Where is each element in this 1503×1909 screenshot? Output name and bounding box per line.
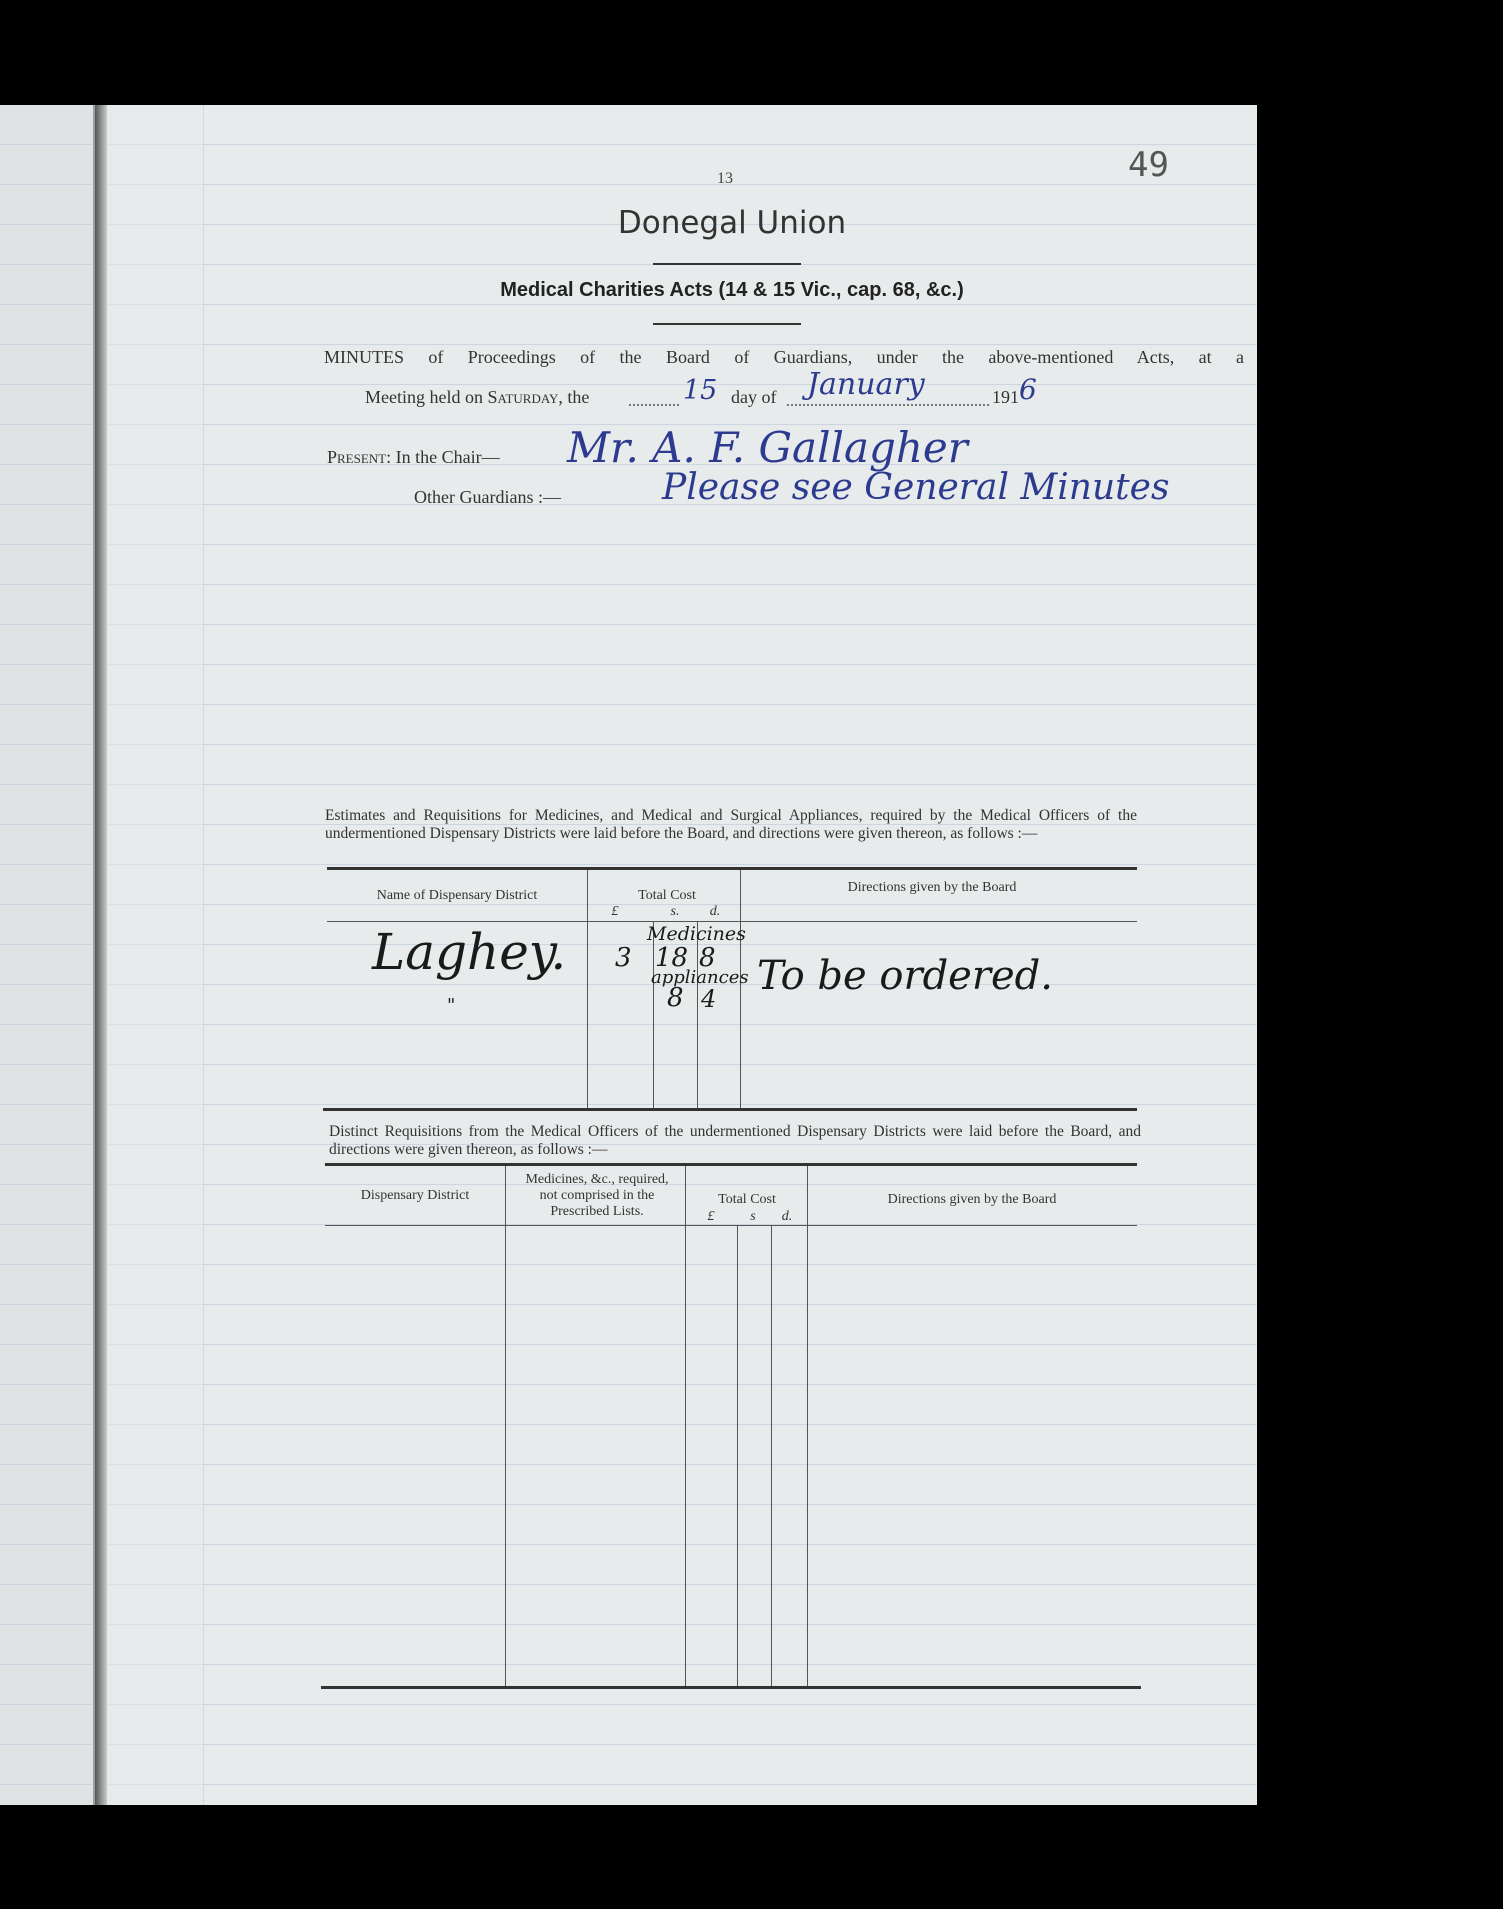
estimates-header-rule	[327, 921, 1137, 922]
appliances-pence: 4	[701, 985, 717, 1013]
column-divider	[587, 870, 588, 1108]
distinct-header-rule	[325, 1225, 1137, 1226]
header-shillings: s	[750, 1209, 756, 1224]
column-divider	[740, 870, 741, 1108]
distinct-bottom-rule	[321, 1686, 1141, 1689]
other-guardians-handwritten: Please see General Minutes	[662, 467, 1170, 508]
meeting-year-handwritten: 6	[1019, 373, 1037, 406]
facing-page	[0, 105, 95, 1805]
distinct-paragraph: Distinct Requisitions from the Medical Officers of the undermentioned Dispensary Districts were laid before the Board, and directions were given thereon, as follows :—	[329, 1123, 1141, 1158]
header-pounds: £	[707, 1209, 715, 1224]
sheet-number: 49	[1128, 145, 1169, 185]
appliances-label-handwritten: appliances	[651, 967, 749, 988]
meeting-month-handwritten: January	[807, 367, 925, 402]
meeting-prefix: Meeting held on	[365, 387, 483, 407]
medicines-pence: 8	[699, 943, 716, 973]
column-divider	[697, 921, 698, 1108]
dotted-leader	[629, 403, 679, 406]
meeting-day-handwritten: 15	[683, 375, 718, 406]
appliances-shillings: 8	[667, 983, 684, 1013]
book-gutter	[95, 105, 107, 1805]
chair-label: : In the Chair—	[386, 447, 500, 467]
meeting-line	[365, 387, 589, 408]
medicines-pounds: 3	[615, 943, 632, 973]
column-divider	[737, 1225, 738, 1686]
chair-name-handwritten: Mr. A. F. Gallagher	[567, 423, 968, 472]
dotted-leader	[787, 403, 989, 406]
minute-book-page	[107, 105, 1257, 1805]
meeting-weekday: Saturday	[487, 387, 559, 407]
estimates-bottom-rule	[323, 1108, 1137, 1111]
folio-number: 13	[717, 170, 733, 187]
title-rule	[653, 263, 801, 265]
meeting-the: , the	[558, 387, 590, 407]
district-laghey-handwritten: Laghey.	[372, 923, 567, 981]
header-pence: d.	[709, 904, 721, 919]
header-district-name: Name of Dispensary District	[376, 888, 538, 903]
header-medicines-required: Medicines, &c., required, not comprised in the Prescribed Lists.	[525, 1172, 669, 1219]
header-dispensary-district: Dispensary District	[360, 1188, 470, 1203]
ditto-mark: "	[447, 995, 456, 1016]
header-directions: Directions given by the Board	[887, 1192, 1057, 1207]
column-divider	[505, 1166, 506, 1686]
column-divider	[653, 921, 654, 1108]
present-line	[327, 447, 500, 468]
column-divider	[685, 1166, 686, 1686]
present-label: Present	[327, 447, 387, 467]
distinct-top-rule	[325, 1163, 1137, 1166]
header-total-cost: Total Cost	[718, 1192, 776, 1207]
acts-title: Medical Charities Acts (14 & 15 Vic., cap. 68, &c.)	[500, 279, 964, 301]
column-divider	[807, 1166, 808, 1686]
title-rule	[653, 323, 801, 325]
header-shillings: s.	[670, 904, 680, 919]
header-directions: Directions given by the Board	[847, 880, 1017, 895]
header-total-cost: Total Cost	[638, 888, 696, 903]
header-pence: d.	[781, 1209, 793, 1224]
estimates-paragraph: Estimates and Requisitions for Medicines, and Medical and Surgical Appliances, required by the Medical Officers of the undermentioned Dispensary Districts were laid before the Board, and directions were given thereon, as follows :—	[325, 807, 1137, 842]
estimates-top-rule	[327, 867, 1137, 870]
header-pounds: £	[611, 904, 619, 919]
column-divider	[771, 1225, 772, 1686]
minutes-intro: MINUTES of Proceedings of the Board of Guardians, under the above-mentioned Acts, at a	[324, 347, 1244, 367]
page-margin	[107, 105, 204, 1805]
union-title: Donegal Union	[617, 205, 847, 241]
directions-handwritten: To be ordered.	[757, 953, 1053, 999]
meeting-day-of: day of	[731, 387, 777, 407]
medicines-shillings: 18	[655, 943, 689, 973]
other-guardians-label: Other Guardians :—	[414, 487, 561, 507]
medicines-label-handwritten: Medicines	[647, 923, 746, 945]
meeting-year-printed: 191	[992, 387, 1019, 407]
